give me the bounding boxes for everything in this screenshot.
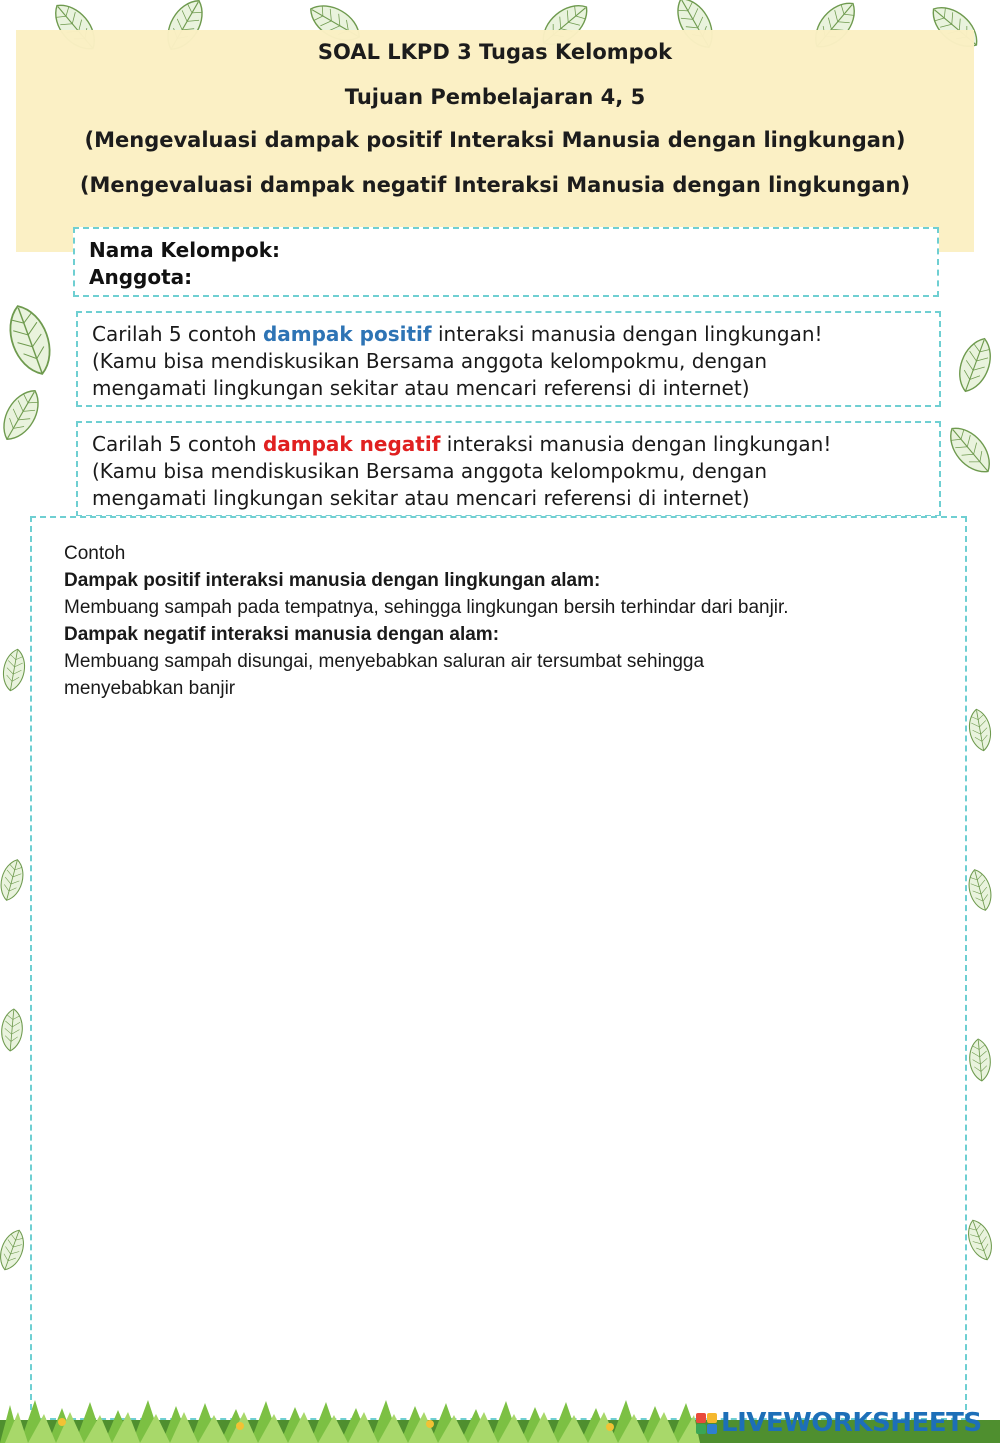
question-positive-box bbox=[76, 311, 941, 407]
question-positive-line1: Carilah 5 contoh dampak positif interaksi manusia dengan lingkungan! bbox=[92, 322, 823, 346]
negative-example-text-1: Membuang sampah disungai, menyebabkan saluran air tersumbat sehingga bbox=[64, 651, 705, 672]
liveworksheets-logo-icon bbox=[696, 1413, 717, 1434]
keyword-negative: dampak negatif bbox=[262, 432, 441, 456]
question-positive-line2: (Kamu bisa mendiskusikan Bersama anggota kelompokmu, dengan bbox=[92, 349, 768, 373]
leaf-decoration bbox=[0, 380, 56, 450]
group-name-label: Nama Kelompok: bbox=[89, 238, 281, 262]
leaf-decoration bbox=[0, 300, 70, 380]
question-positive-line3: mengamati lingkungan sekitar atau mencari referensi di internet) bbox=[92, 376, 750, 400]
question-negative-box bbox=[76, 421, 941, 517]
group-info-box[interactable] bbox=[73, 227, 939, 297]
header-panel bbox=[16, 30, 974, 252]
objective-negative: (Mengevaluasi dampak negatif Interaksi Manusia dengan lingkungan) bbox=[79, 173, 911, 197]
negative-example-text-2: menyebabkan banjir bbox=[64, 678, 236, 699]
logo-text: LIVEWORKSHEETS bbox=[721, 1408, 982, 1438]
keyword-positive: dampak positif bbox=[262, 322, 432, 346]
learning-objective: Tujuan Pembelajaran 4, 5 bbox=[344, 85, 646, 109]
objective-positive: (Mengevaluasi dampak positif Interaksi Manusia dengan lingkungan) bbox=[84, 128, 906, 152]
liveworksheets-logo[interactable] bbox=[696, 1408, 982, 1438]
example-label: Contoh bbox=[64, 543, 126, 564]
leaf-decoration bbox=[935, 415, 1000, 485]
question-negative-line2: (Kamu bisa mendiskusikan Bersama anggota kelompokmu, dengan bbox=[92, 459, 768, 483]
question-negative-line3: mengamati lingkungan sekitar atau mencari referensi di internet) bbox=[92, 486, 750, 510]
negative-example-heading: Dampak negatif interaksi manusia dengan alam: bbox=[64, 624, 500, 645]
positive-example-text: Membuang sampah pada tempatnya, sehingga lingkungan bersih terhindar dari banjir. bbox=[64, 597, 789, 618]
leaf-decoration bbox=[940, 330, 1000, 400]
worksheet-title: SOAL LKPD 3 Tugas Kelompok bbox=[317, 40, 673, 64]
group-members-label: Anggota: bbox=[89, 265, 193, 289]
positive-example-heading: Dampak positif interaksi manusia dengan lingkungan alam: bbox=[64, 570, 601, 591]
answer-text-area[interactable] bbox=[30, 516, 967, 1420]
question-negative-line1: Carilah 5 contoh dampak negatif interaksi manusia dengan lingkungan! bbox=[92, 432, 832, 456]
